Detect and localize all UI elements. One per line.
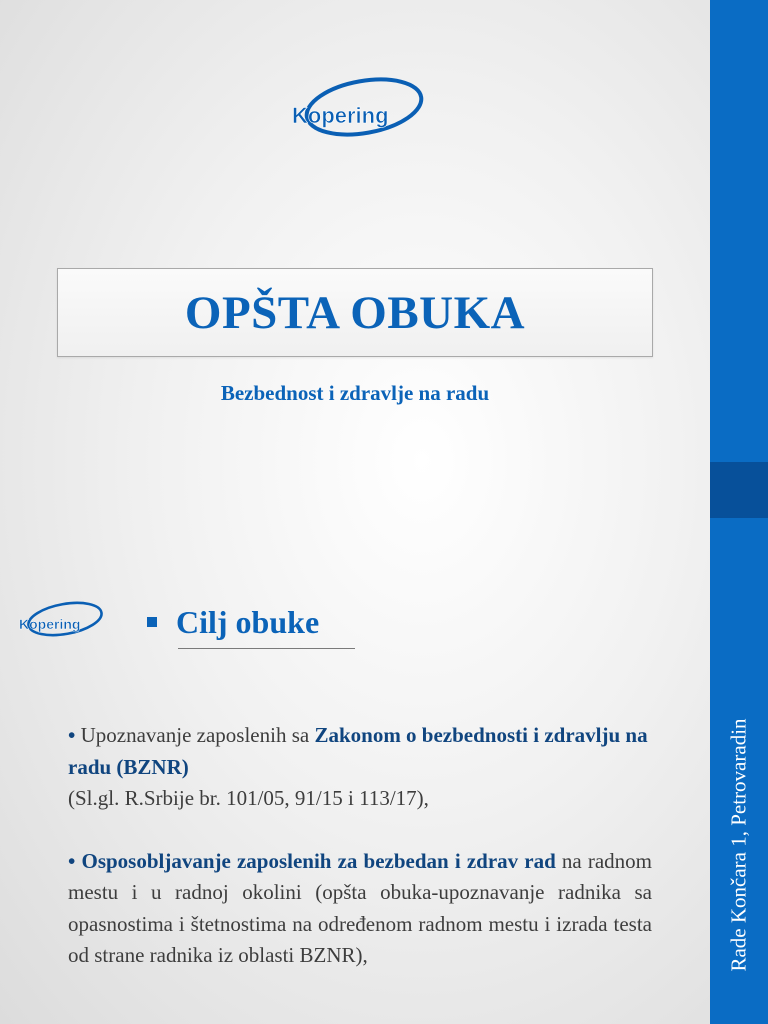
paragraph-training xyxy=(68,846,652,972)
logo-small xyxy=(18,598,108,640)
content-body xyxy=(68,720,652,972)
paragraph-law xyxy=(68,720,652,815)
law-name: Zakonom o bezbednosti i zdravlju na radu (BZNR) xyxy=(68,723,648,779)
law-intro-text: Upoznavanje zaposlenih sa xyxy=(80,723,315,747)
training-heading: Osposobljavanje zaposlenih za bezbedan i zdrav rad xyxy=(81,848,556,873)
section-heading: Cilj obuke xyxy=(176,604,320,640)
page-title: OPŠTA OBUKA xyxy=(184,286,526,339)
sidebar-address: Rade Končara 1, Petrovaradin xyxy=(726,718,751,972)
svg-text:Kopering: Kopering xyxy=(19,616,81,632)
title-box xyxy=(57,268,653,357)
square-bullet-icon xyxy=(147,617,157,627)
logo-main xyxy=(288,72,432,144)
heading-underline xyxy=(178,648,355,649)
law-reference: (Sl.gl. R.Srbije br. 101/05, 91/15 i 113/17), xyxy=(68,786,429,810)
bullet-dot-icon: • xyxy=(68,723,76,747)
subtitle: Bezbednost i zdravlje na radu xyxy=(220,381,490,405)
training-text: na radnom mestu i u radnoj okolini (opšta obuka-upoznavanje radnika sa opasnostima i štetnostima na određenom radnom mestu i izrada testa od strane radnika iz oblasti BZNR), xyxy=(68,848,652,967)
bullet-dot-icon: • xyxy=(68,848,76,873)
sidebar-accent-block xyxy=(710,462,768,518)
svg-text:Kopering: Kopering xyxy=(292,103,389,128)
